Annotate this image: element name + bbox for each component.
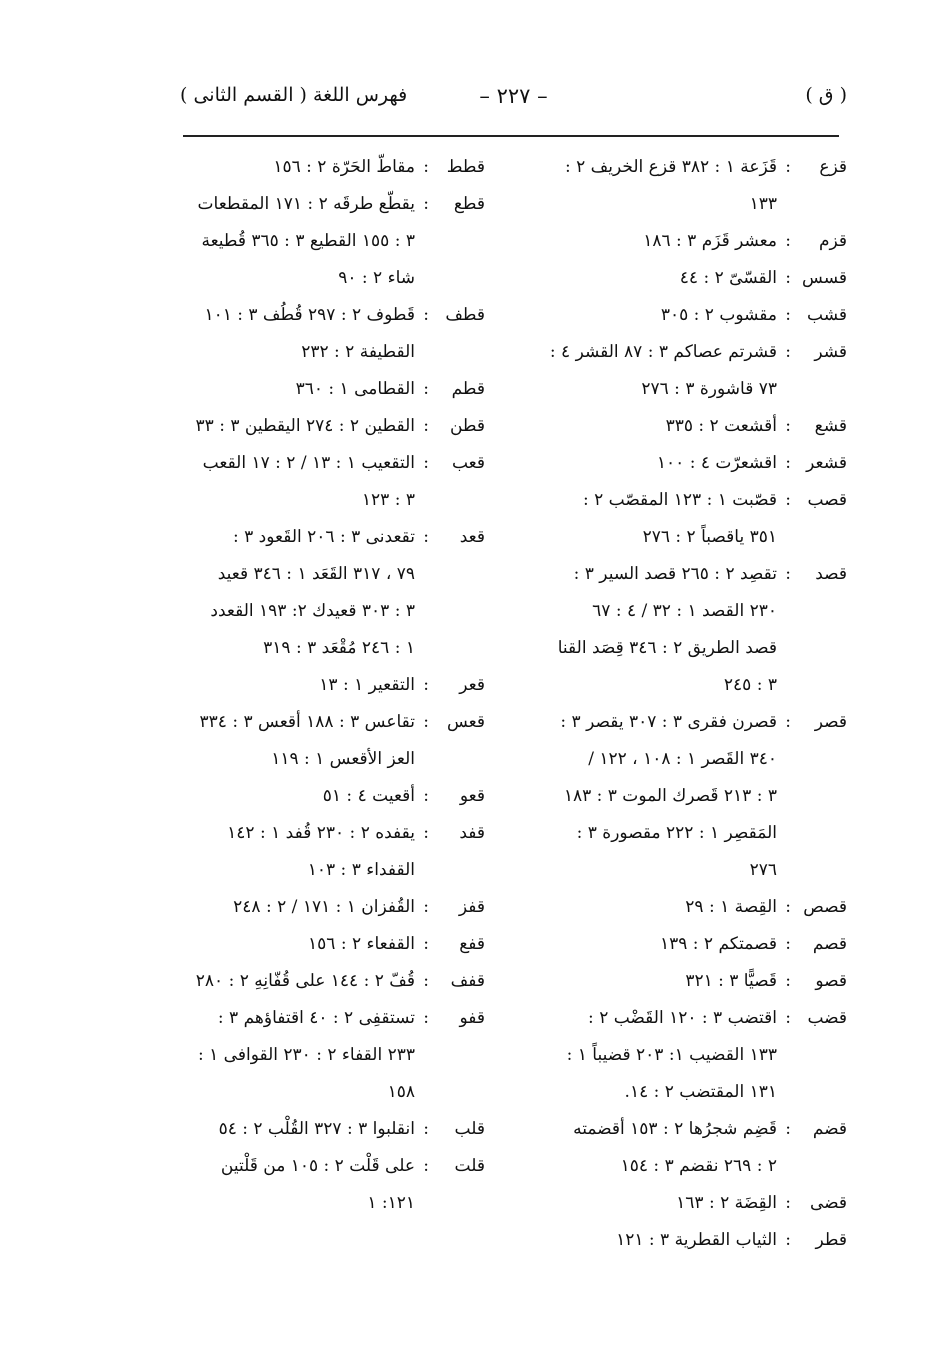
entry-reference-line: العز الأقعس ١ : ١١٩ xyxy=(271,749,415,769)
entry-reference-line: قشرتم عصاكم ٣ : ٨٧ القشر ٤ : xyxy=(549,342,777,362)
entry-reference-line: القطامى ١ : ٣٦٠ xyxy=(295,379,415,399)
entry-root-word: قلب xyxy=(454,1119,485,1139)
header-rule xyxy=(183,135,839,137)
entry-separator: : xyxy=(423,971,429,991)
entry-reference-line: القِصة ١ : ٢٩ xyxy=(685,897,777,917)
entry-reference-line: ١ : ٢٤٦ مُقْعَد ٣ : ٣١٩ xyxy=(263,638,415,658)
entry-reference-line: يقطّع طرقَه ٢ : ١٧١ المقطعات xyxy=(197,194,415,214)
entry-references xyxy=(185,149,415,186)
entry-separator: : xyxy=(785,1008,791,1028)
index-entry xyxy=(527,297,847,334)
index-entry xyxy=(185,815,485,889)
entry-root-word: قفز xyxy=(458,897,485,917)
entry-root-word: قفف xyxy=(450,971,485,991)
index-column-right xyxy=(527,149,847,1259)
entry-root-word: قصب xyxy=(807,490,847,510)
entry-separator: : xyxy=(785,157,791,177)
entry-root-word: قفو xyxy=(459,1008,485,1028)
entry-root-word: قزع xyxy=(819,157,847,177)
entry-reference-line: ٣ : ٢٤٥ xyxy=(723,675,777,695)
entry-reference-line: تستقفِى ٢ : ٤٠ اقتفاؤهم ٣ : xyxy=(217,1008,415,1028)
entry-reference-line: قصّبت ١ : ١٢٣ المقصّب ٢ : xyxy=(582,490,777,510)
entry-reference-line: التقعيب ١ : ١٣ / ٢ : ١٧ القعب xyxy=(202,453,415,473)
entry-references xyxy=(185,519,415,667)
entry-references xyxy=(527,963,777,1000)
entry-reference-line: القفداء ٣ : ١٠٣ xyxy=(307,860,415,880)
entry-reference-line: قصمتكم ٢ : ١٣٩ xyxy=(659,934,777,954)
entry-separator: : xyxy=(423,897,429,917)
entry-reference-line: المَقصِر ١ : ٢٢٢ مقصورة ٣ : xyxy=(576,823,777,843)
entry-separator: : xyxy=(423,1119,429,1139)
entry-separator: : xyxy=(423,527,429,547)
index-entry xyxy=(527,1185,847,1222)
index-entry xyxy=(527,889,847,926)
index-entry xyxy=(185,371,485,408)
index-entry xyxy=(185,926,485,963)
index-entry xyxy=(185,408,485,445)
entry-root-word: قصو xyxy=(815,971,847,991)
entry-separator: : xyxy=(785,453,791,473)
entry-root-word: قطم xyxy=(451,379,485,399)
entry-separator: : xyxy=(423,1156,429,1176)
entry-references xyxy=(527,482,777,556)
entry-separator: : xyxy=(423,675,429,695)
entry-reference-line: قُفّ ٢ : ١٤٤ على قُفّانِهِ ٢ : ٢٨٠ xyxy=(195,971,415,991)
entry-separator: : xyxy=(785,564,791,584)
entry-reference-line: على قَلْت ٢ : ١٠٥ من قَلْتين xyxy=(220,1156,415,1176)
entry-separator: : xyxy=(785,971,791,991)
index-entry xyxy=(527,223,847,260)
entry-root-word: قشعر xyxy=(806,453,847,473)
entry-reference-line: القِضَة ٢ : ١٦٣ xyxy=(676,1193,777,1213)
entry-separator: : xyxy=(423,712,429,732)
entry-reference-line: قصد الطريق ٢ : ٣٤٦ قِصَد القنا xyxy=(557,638,777,658)
entry-references xyxy=(527,704,777,889)
entry-root-word: قعو xyxy=(459,786,485,806)
entry-root-word: قصم xyxy=(812,934,847,954)
entry-reference-line: أقشعت ٢ : ٣٣٥ xyxy=(665,416,777,436)
entry-reference-line: قَزَعة ١ : ٣٨٢ قزع الخريف ٢ : xyxy=(565,157,777,177)
entry-root-word: قعس xyxy=(446,712,485,732)
entry-reference-line: القطيفة ٢ : ٢٣٢ xyxy=(301,342,415,362)
entry-references xyxy=(185,1111,415,1148)
index-entry xyxy=(185,667,485,704)
index-entry xyxy=(185,778,485,815)
index-column-left xyxy=(185,149,485,1222)
index-entry xyxy=(185,519,485,667)
index-entry xyxy=(527,926,847,963)
entry-references xyxy=(185,963,415,1000)
entry-root-word: قضى xyxy=(809,1193,847,1213)
entry-reference-line: القطين ٢ : ٢٧٤ اليقطين ٣ : ٣٣ xyxy=(195,416,415,436)
entry-reference-line: مقشوب ٢ : ٣٠٥ xyxy=(660,305,777,325)
entry-root-word: قزم xyxy=(818,231,847,251)
entry-separator: : xyxy=(423,934,429,954)
entry-references xyxy=(185,704,415,778)
entry-root-word: قصر xyxy=(814,712,847,732)
entry-references xyxy=(185,1000,415,1111)
entry-separator: : xyxy=(785,305,791,325)
index-entry xyxy=(185,1148,485,1222)
entry-separator: : xyxy=(785,416,791,436)
entry-references xyxy=(185,371,415,408)
section-letter: ( ق ) xyxy=(805,84,847,106)
page-number: – ٢٢٧ – xyxy=(479,84,548,108)
entry-separator: : xyxy=(423,305,429,325)
entry-root-word: قطن xyxy=(449,416,485,436)
entry-separator: : xyxy=(785,231,791,251)
entry-root-word: قفع xyxy=(459,934,485,954)
entry-root-word: قصص xyxy=(803,897,847,917)
index-entry xyxy=(527,1000,847,1111)
index-entry xyxy=(527,556,847,704)
entry-references xyxy=(185,408,415,445)
entry-references xyxy=(527,223,777,260)
entry-references xyxy=(527,334,777,408)
entry-separator: : xyxy=(785,1193,791,1213)
entry-root-word: قضم xyxy=(812,1119,847,1139)
entry-references xyxy=(527,1111,777,1185)
index-entry xyxy=(527,704,847,889)
entry-separator: : xyxy=(785,1119,791,1139)
entry-reference-line: ١٥٨ xyxy=(387,1082,415,1102)
entry-reference-line: التقعير ١ : ١٣ xyxy=(319,675,415,695)
entry-reference-line: قَصيًّا ٣ : ٣٢١ xyxy=(685,971,777,991)
entry-references xyxy=(527,408,777,445)
index-entry xyxy=(185,445,485,519)
entry-separator: : xyxy=(785,934,791,954)
entry-reference-line: الثياب القطرية ٣ : ١٢١ xyxy=(616,1230,777,1250)
entry-root-word: قطر xyxy=(815,1230,847,1250)
entry-root-word: قشع xyxy=(814,416,847,436)
entry-reference-line: قَطوف ٢ : ٢٩٧ قُطُف ٣ : ١٠١ xyxy=(204,305,415,325)
index-entry xyxy=(527,408,847,445)
entry-references xyxy=(185,297,415,371)
entry-reference-line: ٢٣٣ القفاء ٢ : ٢٣٠ القوافى ١ : xyxy=(198,1045,415,1065)
entry-reference-line: أقعيت ٤ : ٥١ xyxy=(322,786,415,806)
index-entry xyxy=(185,297,485,371)
entry-reference-line: ٣ : ١٥٥ القطيع ٣ : ٣٦٥ قُطيعة xyxy=(201,231,415,251)
entry-separator: : xyxy=(785,897,791,917)
entry-references xyxy=(527,1185,777,1222)
entry-references xyxy=(527,1222,777,1259)
entry-reference-line: شاء ٢ : ٩٠ xyxy=(338,268,415,288)
entry-references xyxy=(185,778,415,815)
entry-reference-line: قَضِم شجرُها ٢ : ١٥٣ أقضمته xyxy=(573,1119,777,1139)
entry-reference-line: مقاطّ الحَرّة ٢ : ١٥٦ xyxy=(273,157,415,177)
index-entry xyxy=(527,260,847,297)
entry-references xyxy=(185,445,415,519)
entry-reference-line: ٣ : ٢١٣ قَصرك الموت ٣ : ١٨٣ xyxy=(563,786,777,806)
entry-root-word: قلت xyxy=(454,1156,485,1176)
entry-reference-line: القفعاء ٢ : ١٥٦ xyxy=(308,934,415,954)
entry-separator: : xyxy=(785,712,791,732)
index-entry xyxy=(185,704,485,778)
entry-reference-line: تقعدنى ٣ : ٢٠٦ القَعود ٣ : xyxy=(232,527,415,547)
index-entry xyxy=(185,963,485,1000)
index-entry xyxy=(527,1111,847,1185)
entry-reference-line: ٢٣٠ القصد ١ : ٣٢ / ٤ : ٦٧ xyxy=(592,601,777,621)
entry-reference-line: ٣٤٠ القَصر ١ : ١٠٨ ، ١٢٢ / xyxy=(588,749,777,769)
running-title: فهرس اللغة ( القسم الثانى ) xyxy=(180,84,408,106)
entry-references xyxy=(527,260,777,297)
entry-root-word: قطف xyxy=(445,305,485,325)
entry-separator: : xyxy=(423,786,429,806)
entry-separator: : xyxy=(423,823,429,843)
entry-reference-line: القسّىّ ٢ : ٤٤ xyxy=(679,268,777,288)
entry-reference-line: ١٢١: ١ xyxy=(367,1193,415,1213)
entry-reference-line: ٢٧٦ xyxy=(749,860,777,880)
entry-reference-line: اقشعرّت ٤ : ١٠٠ xyxy=(656,453,777,473)
entry-reference-line: يقفده ٢ : ٢٣٠ قُفد ١ : ١٤٢ xyxy=(227,823,415,843)
entry-separator: : xyxy=(423,416,429,436)
index-entry xyxy=(527,149,847,223)
entry-separator: : xyxy=(423,1008,429,1028)
index-entry xyxy=(527,445,847,482)
entry-separator: : xyxy=(785,268,791,288)
entry-references xyxy=(527,926,777,963)
entry-reference-line: ٧٩ ، ٣١٧ القَعَد ١ : ٣٤٦ قعيد xyxy=(217,564,415,584)
entry-reference-line: انقلبوا ٣ : ٣٢٧ القُلْب ٢ : ٥٤ xyxy=(218,1119,415,1139)
entry-separator: : xyxy=(785,1230,791,1250)
entry-root-word: قصد xyxy=(815,564,847,584)
index-entry xyxy=(527,334,847,408)
entry-separator: : xyxy=(423,379,429,399)
index-entry xyxy=(185,1111,485,1148)
entry-references xyxy=(527,149,777,223)
entry-reference-line: قصرن فقرى ٣ : ٣٠٧ يقصر ٣ : xyxy=(560,712,777,732)
entry-root-word: قعب xyxy=(451,453,485,473)
index-entry xyxy=(185,186,485,297)
entry-references xyxy=(527,297,777,334)
index-entry xyxy=(185,1000,485,1111)
index-entry xyxy=(527,1222,847,1259)
entry-root-word: قطط xyxy=(446,157,485,177)
entry-root-word: قفد xyxy=(459,823,485,843)
entry-reference-line: ١٣٣ xyxy=(749,194,777,214)
entry-separator: : xyxy=(423,453,429,473)
entry-references xyxy=(185,667,415,704)
entry-root-word: قشر xyxy=(814,342,847,362)
entry-root-word: قعر xyxy=(459,675,485,695)
index-entry xyxy=(527,963,847,1000)
entry-reference-line: ٣٥١ ياقصباً ٢ : ٢٧٦ xyxy=(642,527,777,547)
entry-reference-line: القُفزان ١ : ١٧١ / ٢ : ٢٤٨ xyxy=(233,897,415,917)
index-entry xyxy=(185,149,485,186)
entry-reference-line: ٢ : ٢٦٩ نقضم ٣ : ١٥٤ xyxy=(620,1156,777,1176)
entry-root-word: قطع xyxy=(453,194,485,214)
entry-references xyxy=(185,1148,415,1222)
entry-separator: : xyxy=(423,194,429,214)
entry-reference-line: ١٣٣ القضيب ١: ٢٠٣ قضيباً ١ : xyxy=(566,1045,777,1065)
entry-root-word: قعد xyxy=(459,527,485,547)
entry-references xyxy=(527,1000,777,1111)
entry-reference-line: ٧٣ قاشورة ٣ : ٢٧٦ xyxy=(641,379,777,399)
entry-root-word: قضب xyxy=(807,1008,847,1028)
entry-reference-line: تقاعس ٣ : ١٨٨ أقعس ٣ : ٣٣٤ xyxy=(199,712,415,732)
page-header xyxy=(180,84,847,116)
entry-root-word: قسس xyxy=(802,268,847,288)
index-entry xyxy=(527,482,847,556)
entry-references xyxy=(185,186,415,297)
entry-references xyxy=(185,815,415,889)
entry-references xyxy=(185,889,415,926)
entry-references xyxy=(527,445,777,482)
entry-reference-line: ٣ : ٣٠٣ قعيدك ٢: ١٩٣ القعدد xyxy=(210,601,415,621)
entry-reference-line: ١٣١ المقتضب ٢ : ١٤. xyxy=(624,1082,777,1102)
entry-root-word: قشب xyxy=(807,305,847,325)
entry-separator: : xyxy=(423,157,429,177)
entry-reference-line: اقتضب ٣ : ١٢٠ القَضْب ٢ : xyxy=(588,1008,777,1028)
entry-references xyxy=(185,926,415,963)
entry-separator: : xyxy=(785,342,791,362)
entry-references xyxy=(527,889,777,926)
entry-reference-line: معشر قَزَم ٣ : ١٨٦ xyxy=(643,231,777,251)
entry-reference-line: تقصِد ٢ : ٢٦٥ قصد السير ٣ : xyxy=(573,564,777,584)
entry-reference-line: ٣ : ١٢٣ xyxy=(361,490,415,510)
entry-references xyxy=(527,556,777,704)
entry-separator: : xyxy=(785,490,791,510)
index-entry xyxy=(185,889,485,926)
